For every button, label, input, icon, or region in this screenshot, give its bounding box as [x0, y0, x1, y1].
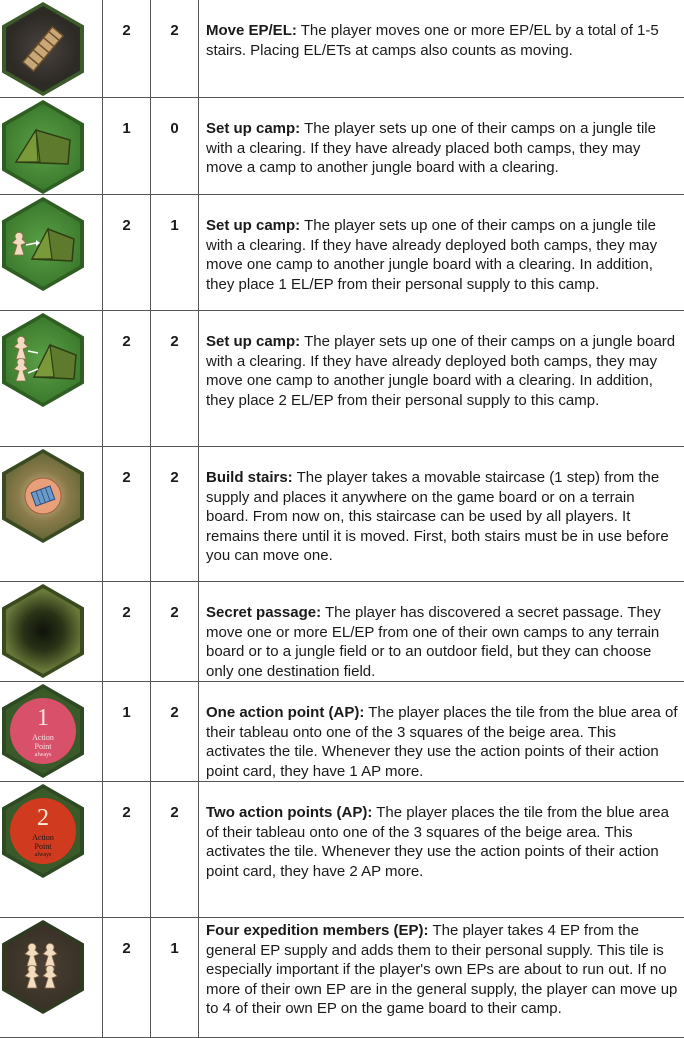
table-row [0, 782, 684, 918]
action-title: Secret passage: [206, 604, 321, 621]
action-title: Set up camp: [206, 120, 300, 137]
table-row [0, 195, 684, 311]
tile-cell [0, 782, 103, 918]
action-title: Build stairs: [206, 469, 293, 486]
table-row [0, 311, 684, 447]
cost-b: 2 [151, 311, 199, 447]
cost-a: 2 [103, 447, 151, 582]
tile-cell [0, 98, 103, 195]
description [199, 782, 684, 918]
action-text: The player sets up one of their camps on a jungle board with a clearing. If they have already deployed both camps, they may move one camp to another jungle board with a clearing. In addition, they place 2 EL/EP from their personal supply to this camp. [206, 333, 675, 409]
build-stairs-tile-icon [2, 449, 84, 543]
description [199, 682, 684, 782]
action-title: Set up camp: [206, 333, 300, 350]
cost-a: 2 [103, 0, 151, 98]
tile-cell [0, 682, 103, 782]
cost-b: 2 [151, 582, 199, 682]
tile-label: Point [35, 842, 53, 851]
tile-cell [0, 447, 103, 582]
two-action-points-tile-icon [2, 784, 84, 878]
camp-one-member-tile-icon [2, 197, 84, 291]
action-title: One action point (AP): [206, 704, 364, 721]
cost-b: 1 [151, 918, 199, 1038]
description [199, 195, 684, 311]
tile-cell [0, 195, 103, 311]
action-text: The player places the tile from the blue area of their tableau onto one of the 3 squares of the beige area. This activates the tile. Whenever they use the action points of their action point card, they have 2 AP more. [206, 804, 669, 880]
cost-b: 2 [151, 447, 199, 582]
action-title: Set up camp: [206, 217, 300, 234]
cost-a: 2 [103, 311, 151, 447]
tile-cell [0, 0, 103, 98]
table-row [0, 447, 684, 582]
tile-cell [0, 311, 103, 447]
camp-two-members-tile-icon [2, 313, 84, 407]
table-row [0, 682, 684, 782]
action-text: The player sets up one of their camps on a jungle tile with a clearing. If they have already deployed both camps, they may move one camp to another jungle board with a clearing. In addition, they place 1 EL/EP from their personal supply to this camp. [206, 217, 657, 293]
action-text: The player moves one or more EP/EL by a total of 1-5 stairs. Placing EL/ETs at camps also counts as moving. [206, 22, 659, 59]
tile-number: 2 [37, 805, 49, 831]
cost-a: 1 [103, 682, 151, 782]
description [199, 0, 684, 98]
table-row [0, 98, 684, 195]
description [199, 918, 684, 1038]
cost-a: 2 [103, 195, 151, 311]
description [199, 582, 684, 682]
one-action-point-tile-icon [2, 684, 84, 778]
cost-a: 1 [103, 98, 151, 195]
cost-a: 2 [103, 918, 151, 1038]
tile-cell [0, 582, 103, 682]
four-members-tile-icon [2, 920, 84, 1014]
cost-a: 2 [103, 782, 151, 918]
action-text: The player has discovered a secret passage. They move one or more EL/EP from one of their own camps to any terrain board or to a jungle field or to an outdoor field, but they can choose only one destination field. [206, 604, 661, 680]
tile-label: Action [32, 833, 54, 842]
cost-b: 0 [151, 98, 199, 195]
tile-label: Point [35, 742, 53, 751]
cost-b: 1 [151, 195, 199, 311]
tile-label: always [35, 752, 52, 758]
action-text: The player places the tile from the blue area of their tableau onto one of the 3 squares of the beige area. This activates the tile. Whenever they use the action points of their action point card, they have 1 AP more. [206, 704, 678, 780]
secret-passage-tile-icon [2, 584, 84, 678]
action-text: The player takes 4 EP from the general EP supply and adds them to their personal supply. This tile is especially important if the player's own EPs are about to run out. If no more of their own EP are in the general supply, the player can move up to 4 of their own EP on the game board to their camp. [206, 922, 677, 1017]
description [199, 311, 684, 447]
table-row [0, 918, 684, 1038]
action-text: The player sets up one of their camps on a jungle tile with a clearing. If they have already placed both camps, they may move a camp to another jungle board with a clearing. [206, 120, 656, 176]
table-row [0, 582, 684, 682]
cost-b: 2 [151, 0, 199, 98]
tile-cell [0, 918, 103, 1038]
action-title: Move EP/EL: [206, 22, 297, 39]
cost-b: 2 [151, 682, 199, 782]
stairs-tile-icon [2, 2, 84, 96]
description [199, 447, 684, 582]
tile-number: 1 [37, 705, 49, 731]
action-title: Four expedition members (EP): [206, 922, 429, 939]
description [199, 98, 684, 195]
table-row [0, 0, 684, 98]
cost-b: 2 [151, 782, 199, 918]
action-title: Two action points (AP): [206, 804, 372, 821]
action-text: The player takes a movable staircase (1 step) from the supply and places it anywhere on the game board or on a terrain board. From now on, this staircase can be used by all players. It remains there until it is moved. First, both stairs must be in use before you can move one. [206, 469, 669, 564]
camp-tile-icon [2, 100, 84, 194]
tile-label: Action [32, 733, 54, 742]
cost-a: 2 [103, 582, 151, 682]
tile-label: always [35, 852, 52, 858]
